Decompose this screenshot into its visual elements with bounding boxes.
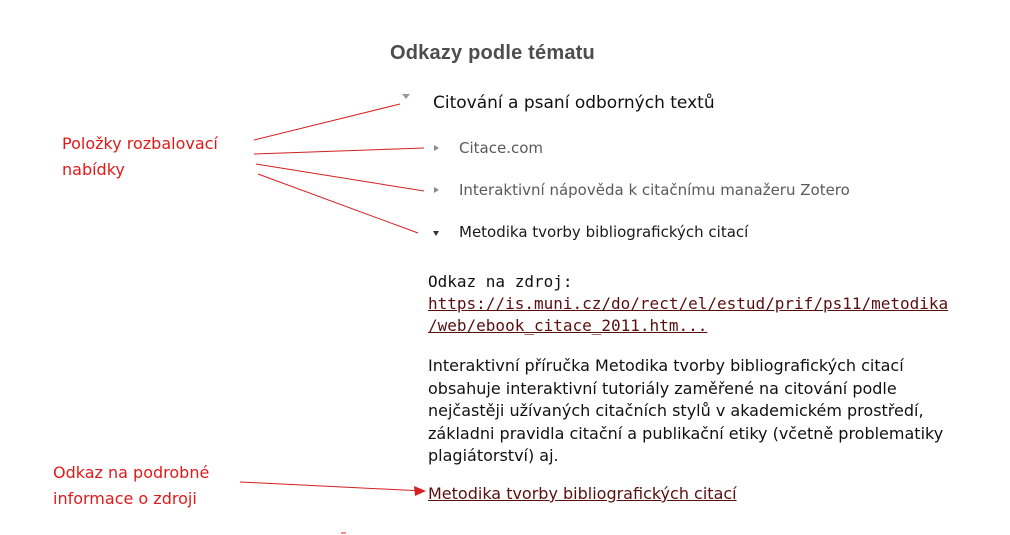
annotation-detail-link	[53, 460, 209, 512]
section-toggle-citovani[interactable]	[402, 88, 822, 120]
source-block	[428, 271, 968, 337]
dropdown-item-citace-com[interactable]	[432, 137, 902, 161]
annotation-dropdown-items	[62, 131, 218, 183]
source-url-link[interactable]	[428, 294, 948, 335]
dropdown-item-label: Metodika tvorby bibliografických citací	[459, 223, 749, 241]
arrowhead-icon	[414, 486, 426, 496]
annotation-line: informace o zdroji	[53, 489, 197, 508]
detail-info-link[interactable]: Metodika tvorby bibliografických citací	[428, 484, 737, 503]
source-url-line2: /web/ebook_citace_2011.htm...	[428, 316, 708, 335]
chevron-right-icon	[434, 187, 439, 193]
pointer-line-citace	[254, 148, 424, 154]
dropdown-item-label: Citace.com	[459, 139, 543, 157]
dropdown-item-zotero[interactable]	[432, 179, 902, 203]
annotation-line: nabídky	[62, 160, 125, 179]
pointer-line-section	[254, 104, 400, 140]
pointer-line-detail-link	[240, 482, 424, 491]
dropdown-item-metodika[interactable]	[432, 221, 902, 245]
section-title: Citování a psaní odborných textů	[433, 93, 715, 113]
pointer-line-zotero	[256, 164, 424, 191]
chevron-down-icon	[402, 94, 410, 99]
page-title: Odkazy podle tématu	[390, 42, 595, 64]
pointer-line-metodika	[258, 174, 418, 233]
dropdown-item-label: Interaktivní nápověda k citačnímu manažeru Zotero	[459, 181, 850, 199]
source-url-line1: https://is.muni.cz/do/rect/el/estud/prif/ps11/metodika	[428, 294, 949, 313]
annotation-line: Položky rozbalovací	[62, 134, 218, 153]
chevron-right-icon	[434, 145, 439, 151]
source-label: Odkaz na zdroj:	[428, 272, 573, 291]
annotation-line: Odkaz na podrobné	[53, 463, 210, 482]
resource-description: Interaktivní příručka Metodika tvorby bibliografických citací obsahuje interaktivní tutoriály zaměřené na citování podle nejčastěji užívaných citačních stylů v akademickém prostředí, základni pravidla citační a publikační etiky (včetně problematiky plagiátorství) aj.	[428, 356, 944, 465]
chevron-down-icon	[433, 231, 439, 236]
